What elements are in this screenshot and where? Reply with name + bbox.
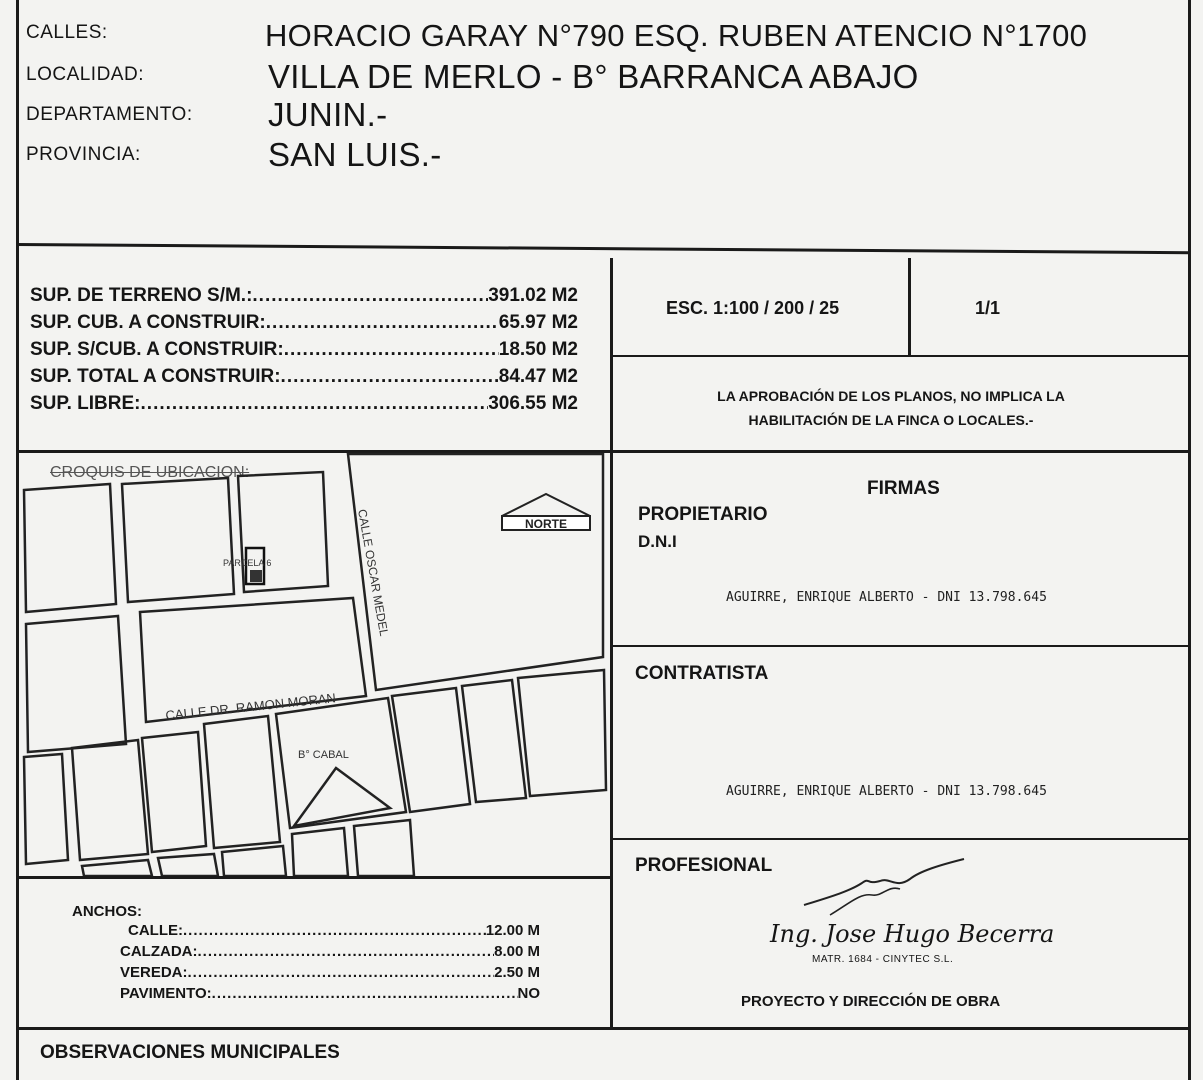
lamina-number: 1/1 [975,298,1001,318]
superficies-block [30,285,578,420]
propietario-nombre: AGUIRRE, ENRIQUE ALBERTO - DNI 13.798.645 [726,590,1047,605]
obs-top [18,1027,1190,1030]
profesional-matricula: MATR. 1684 - CINYTEC S.L. [812,954,954,965]
profesional-firma: Ing. Jose Hugo Becerra [770,920,1055,948]
anchos-label: VEREDA: [120,964,188,981]
croquis-title: CROQUIS DE UBICACION: [50,464,250,481]
esc-bottom [612,355,1190,357]
sup-row [30,393,578,420]
propietario-label: PROPIETARIO [638,504,768,525]
anchos-row [120,943,540,964]
sup-label: SUP. CUB. A CONSTRUIR: [30,312,266,333]
map-block [204,716,280,848]
anchos-title: ANCHOS: [72,903,142,920]
sup-row [30,285,578,312]
anchos-label: CALLE: [128,922,183,939]
map-block [518,670,606,796]
sup-value: 65.97 M2 [498,312,578,333]
sup-row [30,339,578,366]
firmas-divider-2 [612,838,1190,840]
calle-vertical-label: CALLE OSCAR MEDEL [355,508,392,638]
anchos-value: 12.00 M [485,922,540,939]
map-block [142,732,206,852]
observaciones-title: OBSERVACIONES MUNICIPALES [40,1042,340,1063]
contratista-nombre: AGUIRRE, ENRIQUE ALBERTO - DNI 13.798.645 [726,784,1047,799]
map-block [222,846,286,876]
map-block [292,828,348,876]
calles-value: HORACIO GARAY N°790 ESQ. RUBEN ATENCIO N°1700 [265,18,1088,53]
sup-label: SUP. TOTAL A CONSTRUIR: [30,366,281,387]
header-divider [16,243,1191,254]
map-block [462,680,526,802]
sup-value: 306.55 M2 [488,393,578,414]
sup-value: 84.47 M2 [498,366,578,387]
anchos-label: CALZADA: [120,943,198,960]
map-block [354,820,414,876]
norte-label: NORTE [525,517,567,531]
sup-value: 18.50 M2 [498,339,578,360]
sup-row [30,366,578,393]
departamento-label: DEPARTAMENTO: [26,104,193,125]
sup-row [30,312,578,339]
dni-label: D.N.I [638,532,677,551]
aprobacion-line-2: HABILITACIÓN DE LA FINCA O LOCALES.- [748,412,1034,428]
firmas-divider-1 [612,645,1190,647]
anchos-row [120,964,540,985]
anchos-block [120,922,540,1006]
map-block [348,454,603,690]
frame-right [1188,0,1191,1080]
localidad-value: VILLA DE MERLO - B° BARRANCA ABAJO [268,58,919,95]
map-block [122,478,234,602]
profesional-rol: PROYECTO Y DIRECCIÓN DE OBRA [741,993,1001,1010]
firmas-title: FIRMAS [867,478,940,499]
profesional-label: PROFESIONAL [635,855,773,876]
map-block [72,740,148,860]
contratista-label: CONTRATISTA [635,663,769,684]
anchos-value: NO [517,985,540,1002]
sup-value: 391.02 M2 [488,285,578,306]
map-block [158,854,218,876]
anchos-top [18,876,612,879]
anchos-row [120,985,540,1006]
provincia-value: SAN LUIS.- [268,136,442,173]
departamento-value: JUNIN.- [268,96,388,133]
calles-label: CALLES: [26,22,108,43]
map-block [82,860,152,876]
aprobacion-line-1: LA APROBACIÓN DE LOS PLANOS, NO IMPLICA LA [717,388,1065,404]
anchos-value: 8.00 M [494,943,540,960]
location-map [18,452,610,876]
sup-label: SUP. DE TERRENO S/M.: [30,285,253,306]
map-block [26,616,126,752]
anchos-value: 2.50 M [494,964,540,981]
parcela-label: PARCELA 6 [223,558,272,568]
anchos-row [120,922,540,943]
barrio-label: B° CABAL [298,749,349,761]
sup-label: SUP. LIBRE: [30,393,141,414]
esc-divider [908,258,911,356]
localidad-label: LOCALIDAD: [26,64,144,85]
provincia-label: PROVINCIA: [26,144,141,165]
signature-scribble [800,855,970,925]
map-block [24,484,116,612]
escala-text: ESC. 1:100 / 200 / 25 [666,298,840,318]
anchos-label: PAVIMENTO: [120,985,212,1002]
map-block [24,754,68,864]
calle-horizontal-label: CALLE DR. RAMON MORAN [164,690,337,723]
sup-label: SUP. S/CUB. A CONSTRUIR: [30,339,284,360]
center-divider [610,258,613,1028]
